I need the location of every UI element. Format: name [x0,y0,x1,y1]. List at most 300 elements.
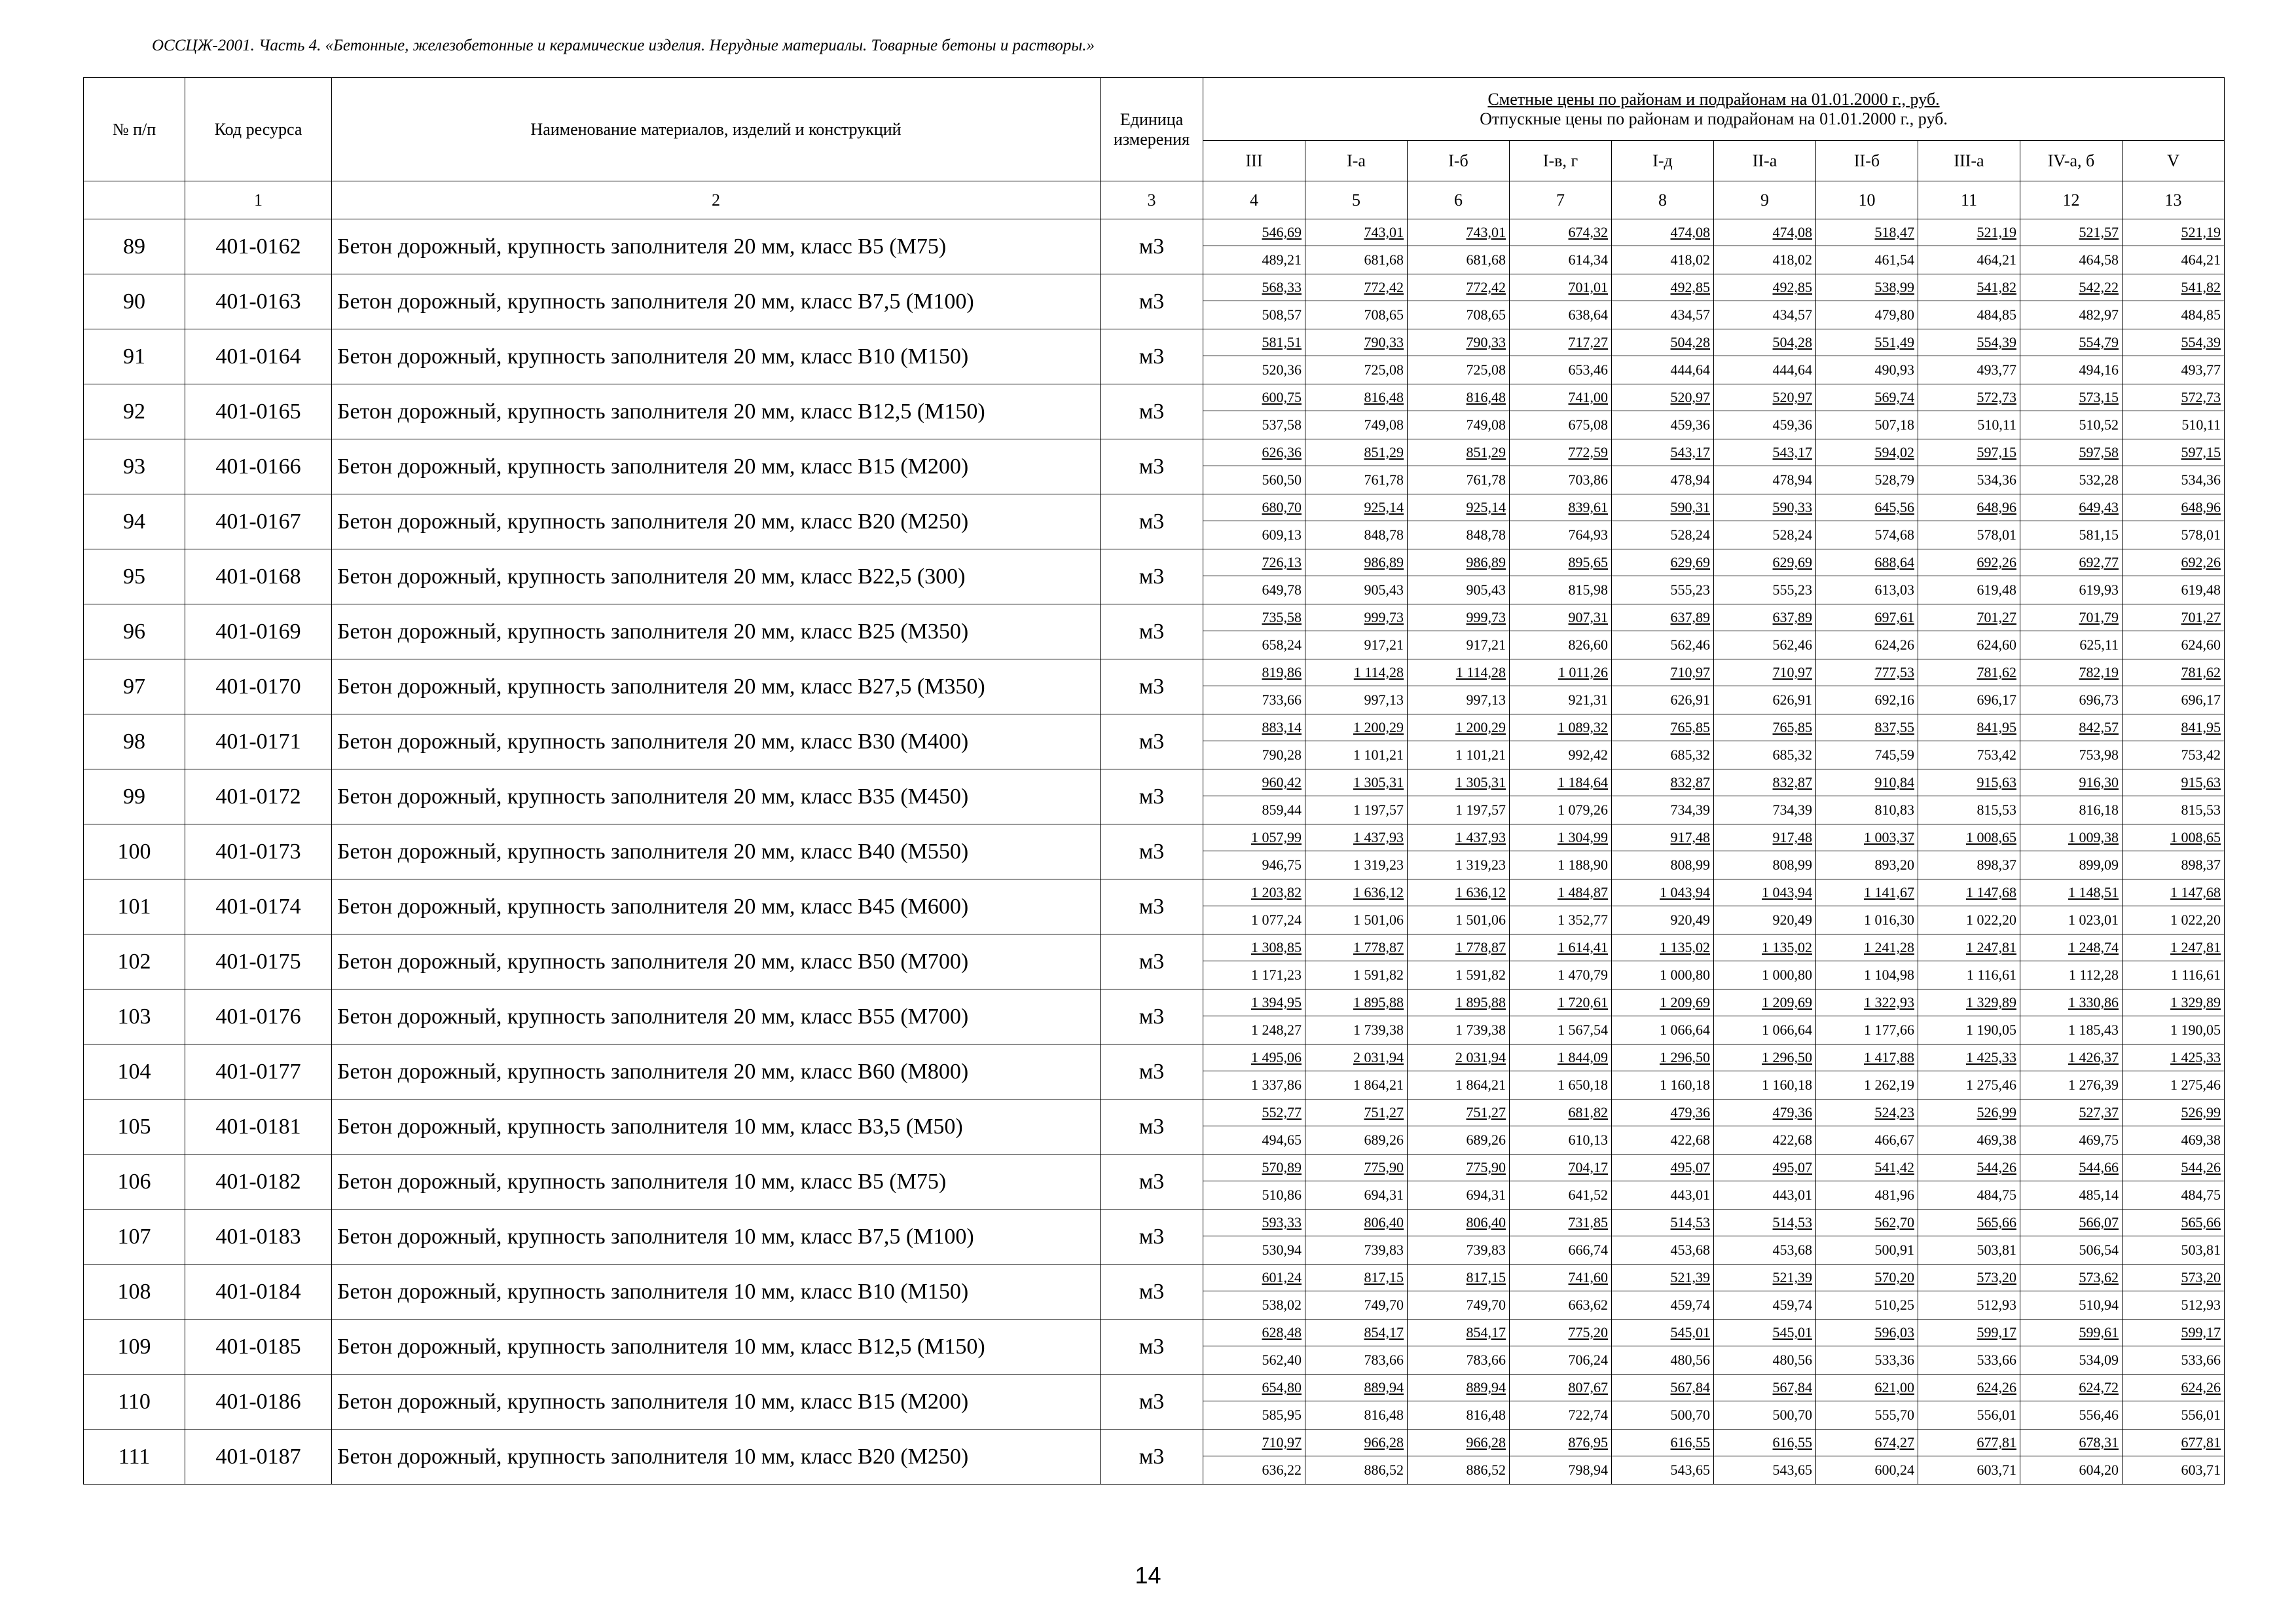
price-cell [1918,384,2020,439]
header-code: Код ресурса [185,78,332,181]
release-price: 815,53 [2181,802,2221,818]
table-row [84,989,2225,1044]
release-price: 992,42 [1568,747,1608,763]
estimate-price: 1 636,12 [1305,879,1407,906]
release-price: 708,65 [1466,306,1506,323]
estimate-price: 1 636,12 [1408,879,1509,906]
release-price: 810,83 [1874,802,1914,818]
estimate-price: 1 425,33 [1918,1044,2020,1071]
price-cell [1305,824,1408,879]
release-price: 696,17 [2181,692,2221,708]
estimate-price: 841,95 [2123,714,2224,741]
estimate-price: 889,94 [1305,1375,1407,1401]
estimate-price: 597,15 [2123,439,2224,466]
price-cell [1612,769,1714,824]
estimate-price: 816,48 [1408,384,1509,411]
price-cell [1612,439,1714,494]
price-cell [1612,604,1714,659]
table-row [84,1209,2225,1264]
price-cell [1714,384,1816,439]
price-cell [1714,329,1816,384]
estimate-price: 566,07 [2020,1209,2122,1236]
release-price: 512,93 [1977,1297,2016,1313]
release-price: 480,56 [1772,1352,1812,1368]
price-cell [1408,329,1510,384]
estimate-price: 1 437,93 [1305,824,1407,851]
price-cell [1816,769,1918,824]
estimate-price: 526,99 [1918,1099,2020,1126]
estimate-price: 915,63 [1918,769,2020,796]
release-price: 581,15 [2079,526,2119,543]
release-price: 899,09 [2079,857,2119,873]
estimate-price: 544,26 [2123,1154,2224,1181]
price-cell [1918,329,2020,384]
release-price: 543,65 [1670,1462,1710,1478]
estimate-price: 907,31 [1510,604,1611,631]
price-cell [1203,494,1305,549]
release-price: 578,01 [2181,526,2221,543]
release-price: 1 276,39 [2068,1077,2119,1093]
estimate-price: 1 200,29 [1305,714,1407,741]
release-price: 905,43 [1466,581,1506,598]
release-price: 603,71 [1977,1462,2016,1478]
price-cell [1918,1320,2020,1375]
estimate-price: 597,58 [2020,439,2122,466]
release-price: 1 185,43 [2068,1022,2119,1038]
unit: м3 [1101,714,1203,769]
resource-code: 401-0166 [185,439,332,494]
estimate-price: 678,31 [2020,1430,2122,1456]
price-cell [1918,219,2020,274]
estimate-price: 1 394,95 [1203,989,1305,1016]
estimate-price: 701,27 [1918,604,2020,631]
header-region: IV-а, б [2020,141,2123,181]
price-cell [1612,989,1714,1044]
estimate-price: 1 614,41 [1510,934,1611,961]
material-name: Бетон дорожный, крупность заполнителя 20 мм, класс В10 (М150) [332,329,1101,384]
price-cell [1305,1264,1408,1320]
price-cell [2123,1044,2225,1099]
resource-code: 401-0176 [185,989,332,1044]
estimate-price: 1 305,31 [1305,769,1407,796]
release-price: 510,25 [1874,1297,1914,1313]
release-price: 997,13 [1364,692,1404,708]
price-cell [1203,1320,1305,1375]
unit: м3 [1101,604,1203,659]
estimate-price: 1 248,74 [2020,934,2122,961]
price-cell [1510,439,1612,494]
estimate-price: 474,08 [1612,219,1713,246]
estimate-price: 790,33 [1408,329,1509,356]
table-row [84,1430,2225,1485]
release-price: 725,08 [1364,361,1404,378]
release-price: 681,68 [1466,251,1506,268]
estimate-price: 1 425,33 [2123,1044,2224,1071]
row-number: 90 [84,274,185,329]
release-price: 816,48 [1364,1407,1404,1423]
estimate-price: 545,01 [1714,1320,1815,1346]
price-cell [1816,879,1918,934]
unit: м3 [1101,219,1203,274]
estimate-price: 710,97 [1714,659,1815,686]
release-price: 479,80 [1874,306,1914,323]
price-cell [1305,549,1408,604]
estimate-price: 479,36 [1612,1099,1713,1126]
release-price: 689,26 [1466,1132,1506,1148]
estimate-price: 1 305,31 [1408,769,1509,796]
estimate-price: 889,94 [1408,1375,1509,1401]
estimate-price: 775,90 [1408,1154,1509,1181]
table-row [84,384,2225,439]
release-price: 510,94 [2079,1297,2119,1313]
price-cell [2123,219,2225,274]
price-cell [1816,384,1918,439]
release-price: 453,68 [1670,1242,1710,1258]
material-name: Бетон дорожный, крупность заполнителя 20 мм, класс В30 (М400) [332,714,1101,769]
estimate-price: 572,73 [2123,384,2224,411]
release-price: 703,86 [1568,471,1608,488]
price-cell [1305,219,1408,274]
release-price: 1 112,28 [2068,967,2119,983]
estimate-price: 645,56 [1816,494,1918,521]
estimate-price: 917,48 [1612,824,1713,851]
resource-code: 401-0186 [185,1375,332,1430]
release-price: 739,83 [1364,1242,1404,1258]
estimate-price: 1 895,88 [1408,989,1509,1016]
price-cell [1203,1209,1305,1264]
release-price: 585,95 [1262,1407,1302,1423]
unit: м3 [1101,659,1203,714]
estimate-price: 1 417,88 [1816,1044,1918,1071]
price-cell [2123,824,2225,879]
estimate-price: 1 296,50 [1714,1044,1815,1071]
release-price: 753,98 [2079,747,2119,763]
price-cell [1408,1375,1510,1430]
price-cell [1816,1320,1918,1375]
release-price: 484,75 [1977,1187,2016,1203]
estimate-price: 593,33 [1203,1209,1305,1236]
row-number: 96 [84,604,185,659]
release-price: 625,11 [2079,637,2119,653]
release-price: 610,13 [1568,1132,1608,1148]
release-price: 484,85 [1977,306,2016,323]
release-price: 706,24 [1568,1352,1608,1368]
price-cell [1816,659,1918,714]
estimate-price: 1 008,65 [2123,824,2224,851]
header-region: I-д [1612,141,1714,181]
estimate-price: 925,14 [1305,494,1407,521]
release-price: 459,74 [1772,1297,1812,1313]
column-number: 1 [185,181,332,219]
estimate-price: 2 031,94 [1305,1044,1407,1071]
price-cell [2020,1375,2123,1430]
resource-code: 401-0163 [185,274,332,329]
price-cell [1305,989,1408,1044]
price-cell [1305,879,1408,934]
price-cell [1510,1154,1612,1209]
release-price: 649,78 [1262,581,1302,598]
release-price: 905,43 [1364,581,1404,598]
header-name: Наименование материалов, изделий и конструкций [332,78,1101,181]
release-price: 1 116,61 [1966,967,2016,983]
estimate-price: 581,51 [1203,329,1305,356]
price-cell [2123,274,2225,329]
release-price: 613,03 [1874,581,1914,598]
material-name: Бетон дорожный, крупность заполнителя 20 мм, класс В60 (М800) [332,1044,1101,1099]
estimate-price: 573,20 [1918,1264,2020,1291]
release-price: 898,37 [1977,857,2016,873]
price-cell [1918,549,2020,604]
estimate-price: 552,77 [1203,1099,1305,1126]
release-price: 484,85 [2181,306,2221,323]
row-number: 101 [84,879,185,934]
release-price: 681,68 [1364,251,1404,268]
release-price: 798,94 [1568,1462,1608,1478]
price-cell [2020,219,2123,274]
release-price: 636,22 [1262,1462,1302,1478]
header-region: III [1203,141,1305,181]
table-row [84,714,2225,769]
price-cell [1612,329,1714,384]
release-price: 619,48 [2181,581,2221,598]
estimate-price: 1 495,06 [1203,1044,1305,1071]
resource-code: 401-0167 [185,494,332,549]
header-prices [1203,78,2225,141]
header-region: V [2123,141,2225,181]
release-price: 816,18 [2079,802,2119,818]
estimate-price: 1 008,65 [1918,824,2020,851]
price-cell [1816,1099,1918,1154]
estimate-price: 521,39 [1714,1264,1815,1291]
release-price: 510,86 [1262,1187,1302,1203]
table-row [84,769,2225,824]
price-cell [1510,494,1612,549]
price-cell [2020,769,2123,824]
price-cell [1816,1209,1918,1264]
estimate-price: 590,31 [1612,494,1713,521]
release-price: 790,28 [1262,747,1302,763]
table-row [84,824,2225,879]
price-cell [1816,329,1918,384]
resource-code: 401-0177 [185,1044,332,1099]
row-number: 89 [84,219,185,274]
estimate-price: 648,96 [2123,494,2224,521]
release-price: 783,66 [1466,1352,1506,1368]
estimate-price: 816,48 [1305,384,1407,411]
release-price: 1 066,64 [1660,1022,1710,1038]
price-cell [1305,1154,1408,1209]
release-price: 1 352,77 [1558,912,1608,928]
estimate-price: 741,60 [1510,1264,1611,1291]
release-price: 1 501,06 [1455,912,1506,928]
estimate-price: 567,84 [1714,1375,1815,1401]
estimate-price: 1 043,94 [1612,879,1713,906]
release-price: 528,24 [1670,526,1710,543]
material-name: Бетон дорожный, крупность заполнителя 20 мм, класс В45 (М600) [332,879,1101,934]
material-name: Бетон дорожный, крупность заполнителя 20 мм, класс В7,5 (М100) [332,274,1101,329]
release-price: 626,91 [1772,692,1812,708]
estimate-price: 601,24 [1203,1264,1305,1291]
release-price: 1 079,26 [1558,802,1608,818]
price-cell [1612,1375,1714,1430]
row-number: 111 [84,1430,185,1485]
release-price: 1 160,18 [1660,1077,1710,1093]
release-price: 666,74 [1568,1242,1608,1258]
release-price: 1 650,18 [1558,1077,1608,1093]
estimate-price: 1 778,87 [1305,934,1407,961]
estimate-price: 1 241,28 [1816,934,1918,961]
release-price: 537,58 [1262,416,1302,433]
release-price: 1 188,90 [1558,857,1608,873]
release-price: 480,56 [1670,1352,1710,1368]
price-cell [1918,879,2020,934]
estimate-price: 1 329,89 [1918,989,2020,1016]
price-cell [1305,1320,1408,1375]
table-row [84,1044,2225,1099]
price-cell [1714,1375,1816,1430]
column-number: 3 [1101,181,1203,219]
estimate-price: 726,13 [1203,549,1305,576]
price-cell [1918,714,2020,769]
release-price: 543,65 [1772,1462,1812,1478]
table-row [84,219,2225,274]
price-cell [2123,329,2225,384]
estimate-price: 1 437,93 [1408,824,1509,851]
release-price: 443,01 [1772,1187,1812,1203]
release-price: 1 160,18 [1762,1077,1812,1093]
row-number: 108 [84,1264,185,1320]
estimate-price: 1 141,67 [1816,879,1918,906]
price-cell [1714,1430,1816,1485]
release-price: 694,31 [1466,1187,1506,1203]
release-price: 503,81 [2181,1242,2221,1258]
release-price: 574,68 [1874,526,1914,543]
estimate-price: 600,75 [1203,384,1305,411]
release-price: 562,46 [1670,637,1710,653]
release-price: 619,93 [2079,581,2119,598]
release-price: 556,46 [2079,1407,2119,1423]
release-price: 696,73 [2079,692,2119,708]
price-cell [1305,1209,1408,1264]
price-cell [1612,1264,1714,1320]
price-cell [1408,439,1510,494]
release-price: 1 864,21 [1455,1077,1506,1093]
price-cell [2123,769,2225,824]
release-price: 624,60 [2181,637,2221,653]
release-price: 528,79 [1874,471,1914,488]
release-price: 478,94 [1772,471,1812,488]
resource-code: 401-0172 [185,769,332,824]
price-cell [1408,1264,1510,1320]
release-price: 604,20 [2079,1462,2119,1478]
estimate-price: 680,70 [1203,494,1305,521]
estimate-price: 1 895,88 [1305,989,1407,1016]
price-cell [1203,604,1305,659]
release-price: 1 470,79 [1558,967,1608,983]
price-cell [2123,494,2225,549]
table-row [84,659,2225,714]
release-price: 920,49 [1772,912,1812,928]
material-name: Бетон дорожный, крупность заполнителя 10 мм, класс В15 (М200) [332,1375,1101,1430]
release-price: 1 016,30 [1864,912,1914,928]
price-cell [1408,989,1510,1044]
release-price: 489,21 [1262,251,1302,268]
estimate-price: 854,17 [1408,1320,1509,1346]
release-price: 1 101,21 [1353,747,1404,763]
column-number: 10 [1816,181,1918,219]
column-number: 7 [1510,181,1612,219]
price-cell [1305,494,1408,549]
price-cell [1510,1044,1612,1099]
material-name: Бетон дорожный, крупность заполнителя 10 мм, класс В7,5 (М100) [332,1209,1101,1264]
estimate-price: 841,95 [1918,714,2020,741]
price-cell [1612,1320,1714,1375]
release-price: 469,38 [2181,1132,2221,1148]
price-cell [1305,769,1408,824]
estimate-price: 573,15 [2020,384,2122,411]
price-cell [1816,1264,1918,1320]
price-cell [1612,824,1714,879]
price-cell [1510,1375,1612,1430]
price-cell [1510,934,1612,989]
row-number: 99 [84,769,185,824]
estimate-price: 541,82 [1918,274,2020,301]
unit: м3 [1101,769,1203,824]
estimate-price: 1 304,99 [1510,824,1611,851]
price-cell [1816,219,1918,274]
row-number: 95 [84,549,185,604]
release-price: 466,67 [1874,1132,1914,1148]
estimate-price: 554,79 [2020,329,2122,356]
price-cell [1408,1430,1510,1485]
estimate-price: 648,96 [1918,494,2020,521]
price-cell [1612,274,1714,329]
estimate-price: 674,32 [1510,219,1611,246]
price-cell [2020,934,2123,989]
estimate-price: 692,26 [2123,549,2224,576]
release-price: 663,62 [1568,1297,1608,1313]
release-price: 1 262,19 [1864,1077,1914,1093]
estimate-price: 1 484,87 [1510,879,1611,906]
price-cell [1408,769,1510,824]
unit: м3 [1101,1264,1203,1320]
price-table [83,77,2225,1485]
price-cell [1816,604,1918,659]
unit: м3 [1101,1375,1203,1430]
release-price: 725,08 [1466,361,1506,378]
estimate-price: 1 322,93 [1816,989,1918,1016]
release-price: 808,99 [1772,857,1812,873]
release-price: 1 023,01 [2068,912,2119,928]
price-cell [1918,824,2020,879]
price-cell [1714,1320,1816,1375]
estimate-price: 772,42 [1408,274,1509,301]
price-cell [1918,1430,2020,1485]
estimate-price: 1 296,50 [1612,1044,1713,1071]
header-unit: Единица измерения [1101,78,1203,181]
estimate-price: 1 009,38 [2020,824,2122,851]
release-price: 490,93 [1874,361,1914,378]
price-cell [2020,1264,2123,1320]
estimate-price: 596,03 [1816,1320,1918,1346]
estimate-price: 1 147,68 [1918,879,2020,906]
estimate-price: 565,66 [1918,1209,2020,1236]
estimate-price: 562,70 [1816,1209,1918,1236]
price-cell [1918,1375,2020,1430]
release-price: 530,94 [1262,1242,1302,1258]
estimate-price: 704,17 [1510,1154,1611,1181]
price-cell [1816,549,1918,604]
